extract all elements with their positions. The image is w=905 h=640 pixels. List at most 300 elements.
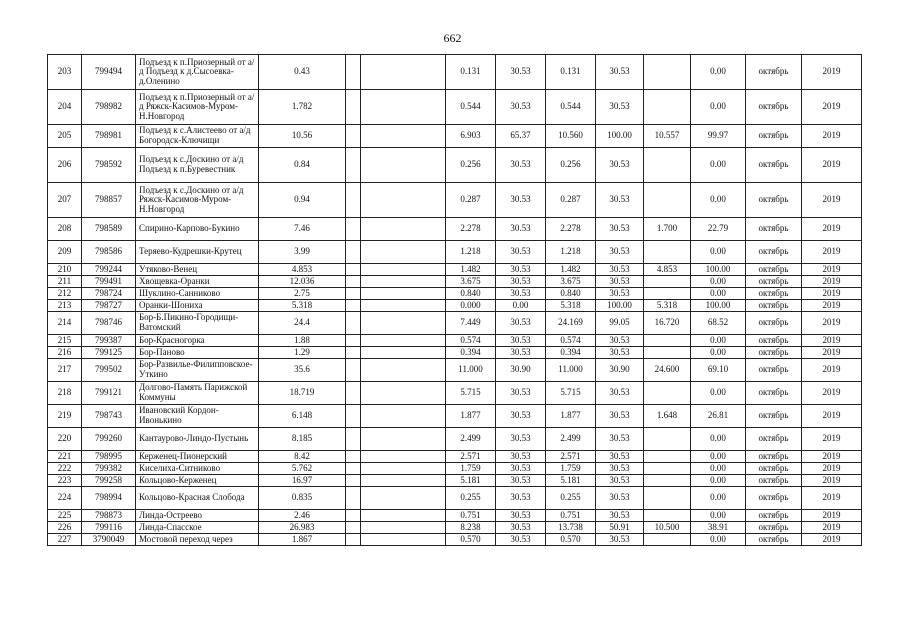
year-cell: 2019 [802,463,862,475]
road-name-cell: Линда-Остреево [136,510,259,522]
empty-cell-6 [361,475,446,487]
value-cell-9: 11.000 [546,359,596,382]
empty-cell-5 [346,300,361,312]
road-length-cell: 1.29 [259,347,346,359]
row-number-cell: 207 [48,183,82,218]
percent-cell-12: 100.00 [691,264,746,276]
value-cell-7: 1.482 [446,264,496,276]
percent-cell-8: 65.37 [496,125,546,148]
road-length-cell: 16.97 [259,475,346,487]
percent-cell-10: 99.05 [596,312,644,335]
percent-cell-10: 30.53 [596,463,644,475]
road-name-cell: Бор-Развилье-Филипповское-Уткино [136,359,259,382]
empty-cell-6 [361,148,446,183]
table-row [48,475,862,487]
value-cell-9: 13.738 [546,522,596,534]
empty-cell-5 [346,183,361,218]
road-length-cell: 0.94 [259,183,346,218]
value-cell-11 [644,347,691,359]
road-id-cell: 798981 [82,125,136,148]
road-length-cell: 5.318 [259,300,346,312]
value-cell-7: 0.131 [446,55,496,90]
road-length-cell: 0.84 [259,148,346,183]
month-cell: октябрь [746,463,802,475]
road-id-cell: 798746 [82,312,136,335]
value-cell-11: 4.853 [644,264,691,276]
percent-cell-8: 30.53 [496,475,546,487]
empty-cell-5 [346,288,361,300]
year-cell: 2019 [802,55,862,90]
value-cell-7: 5.181 [446,475,496,487]
percent-cell-10: 30.53 [596,487,644,510]
month-cell: октябрь [746,264,802,276]
value-cell-9: 0.131 [546,55,596,90]
percent-cell-8: 30.53 [496,487,546,510]
page-number: 662 [443,31,462,45]
percent-cell-12: 26.81 [691,405,746,428]
year-cell: 2019 [802,183,862,218]
road-name-cell: Подъезд к с.Доскино от а/д Ряжск-Касимов-Муром-Н.Новгород [136,183,259,218]
percent-cell-8: 30.53 [496,451,546,463]
percent-cell-12: 0.00 [691,335,746,347]
percent-cell-10: 100.00 [596,300,644,312]
value-cell-11: 5.318 [644,300,691,312]
road-length-cell: 3.99 [259,241,346,264]
percent-cell-10: 30.53 [596,183,644,218]
value-cell-7: 3.675 [446,276,496,288]
row-number-cell: 213 [48,300,82,312]
road-length-cell: 1.782 [259,90,346,125]
percent-cell-12: 0.00 [691,347,746,359]
value-cell-7: 0.256 [446,148,496,183]
percent-cell-12: 0.00 [691,183,746,218]
percent-cell-8: 30.53 [496,534,546,546]
month-cell: октябрь [746,347,802,359]
percent-cell-8: 30.53 [496,183,546,218]
percent-cell-10: 50.91 [596,522,644,534]
value-cell-7: 5.715 [446,382,496,405]
value-cell-7: 7.449 [446,312,496,335]
month-cell: октябрь [746,300,802,312]
empty-cell-6 [361,264,446,276]
road-name-cell: Линда-Спасское [136,522,259,534]
year-cell: 2019 [802,475,862,487]
road-name-cell: Оранки-Шониха [136,300,259,312]
row-number-cell: 223 [48,475,82,487]
empty-cell-6 [361,288,446,300]
year-cell: 2019 [802,522,862,534]
value-cell-9: 0.751 [546,510,596,522]
empty-cell-5 [346,487,361,510]
year-cell: 2019 [802,264,862,276]
road-length-cell: 8.185 [259,428,346,451]
empty-cell-6 [361,487,446,510]
year-cell: 2019 [802,241,862,264]
value-cell-11: 1.700 [644,218,691,241]
value-cell-11 [644,451,691,463]
value-cell-11 [644,148,691,183]
month-cell: октябрь [746,125,802,148]
percent-cell-8: 30.53 [496,382,546,405]
percent-cell-8: 30.53 [496,218,546,241]
percent-cell-12: 0.00 [691,463,746,475]
value-cell-7: 6.903 [446,125,496,148]
empty-cell-5 [346,534,361,546]
value-cell-11 [644,428,691,451]
percent-cell-10: 30.53 [596,241,644,264]
year-cell: 2019 [802,148,862,183]
value-cell-11 [644,463,691,475]
road-id-cell: 799116 [82,522,136,534]
value-cell-9: 0.840 [546,288,596,300]
road-length-cell: 8.42 [259,451,346,463]
value-cell-11 [644,534,691,546]
road-id-cell: 799121 [82,382,136,405]
road-name-cell: Керженец-Пионерский [136,451,259,463]
percent-cell-8: 30.53 [496,312,546,335]
value-cell-11 [644,276,691,288]
value-cell-11 [644,288,691,300]
road-name-cell: Подъезд к п.Приозерный от а/д Подъезд к д.Сысоевка-д.Оленино [136,55,259,90]
empty-cell-6 [361,428,446,451]
percent-cell-8: 30.90 [496,359,546,382]
empty-cell-6 [361,451,446,463]
value-cell-9: 0.287 [546,183,596,218]
row-number-cell: 208 [48,218,82,241]
row-number-cell: 222 [48,463,82,475]
row-number-cell: 221 [48,451,82,463]
empty-cell-6 [361,510,446,522]
year-cell: 2019 [802,300,862,312]
row-number-cell: 224 [48,487,82,510]
year-cell: 2019 [802,510,862,522]
percent-cell-10: 30.53 [596,534,644,546]
percent-cell-10: 30.53 [596,264,644,276]
percent-cell-8: 0.00 [496,300,546,312]
percent-cell-12: 22.79 [691,218,746,241]
value-cell-9: 0.544 [546,90,596,125]
table-row [48,55,862,90]
value-cell-9: 0.394 [546,347,596,359]
road-name-cell: Бор-Б.Пикино-Городищи-Ватомский [136,312,259,335]
table-row [48,522,862,534]
table-row [48,405,862,428]
month-cell: октябрь [746,55,802,90]
month-cell: октябрь [746,218,802,241]
percent-cell-8: 30.53 [496,264,546,276]
year-cell: 2019 [802,405,862,428]
empty-cell-5 [346,405,361,428]
year-cell: 2019 [802,288,862,300]
value-cell-7: 0.751 [446,510,496,522]
value-cell-7: 0.840 [446,288,496,300]
road-id-cell: 798727 [82,300,136,312]
percent-cell-12: 0.00 [691,428,746,451]
row-number-cell: 209 [48,241,82,264]
road-id-cell: 799125 [82,347,136,359]
value-cell-11 [644,382,691,405]
percent-cell-10: 30.53 [596,510,644,522]
percent-cell-8: 30.53 [496,148,546,183]
value-cell-11 [644,183,691,218]
month-cell: октябрь [746,487,802,510]
percent-cell-12: 68.52 [691,312,746,335]
road-id-cell: 799244 [82,264,136,276]
empty-cell-6 [361,125,446,148]
percent-cell-10: 30.53 [596,90,644,125]
value-cell-9: 1.877 [546,405,596,428]
value-cell-11: 24.600 [644,359,691,382]
empty-cell-6 [361,382,446,405]
road-id-cell: 799258 [82,475,136,487]
road-length-cell: 10.56 [259,125,346,148]
empty-cell-5 [346,359,361,382]
road-id-cell: 798995 [82,451,136,463]
value-cell-11 [644,487,691,510]
road-name-cell: Спирино-Карпово-Букино [136,218,259,241]
month-cell: октябрь [746,276,802,288]
road-name-cell: Утяково-Венец [136,264,259,276]
percent-cell-8: 30.53 [496,276,546,288]
value-cell-7: 0.287 [446,183,496,218]
empty-cell-6 [361,335,446,347]
empty-cell-6 [361,90,446,125]
month-cell: октябрь [746,451,802,463]
percent-cell-10: 30.53 [596,55,644,90]
value-cell-9: 1.218 [546,241,596,264]
percent-cell-10: 30.53 [596,405,644,428]
table-row [48,218,862,241]
percent-cell-12: 0.00 [691,475,746,487]
table-row [48,183,862,218]
road-name-cell: Киселиха-Ситниково [136,463,259,475]
empty-cell-5 [346,55,361,90]
value-cell-9: 0.255 [546,487,596,510]
road-name-cell: Теряево-Кудрешки-Крутец [136,241,259,264]
value-cell-7: 1.877 [446,405,496,428]
table-row [48,428,862,451]
value-cell-9: 0.574 [546,335,596,347]
year-cell: 2019 [802,451,862,463]
percent-cell-10: 30.53 [596,148,644,183]
year-cell: 2019 [802,335,862,347]
percent-cell-12: 69.10 [691,359,746,382]
empty-cell-5 [346,510,361,522]
percent-cell-10: 30.53 [596,451,644,463]
table-row [48,510,862,522]
road-name-cell: Бор-Паново [136,347,259,359]
percent-cell-12: 0.00 [691,487,746,510]
row-number-cell: 225 [48,510,82,522]
month-cell: октябрь [746,405,802,428]
road-id-cell: 799260 [82,428,136,451]
year-cell: 2019 [802,347,862,359]
percent-cell-8: 30.53 [496,335,546,347]
road-length-cell: 5.762 [259,463,346,475]
value-cell-7: 11.000 [446,359,496,382]
empty-cell-6 [361,241,446,264]
empty-cell-5 [346,428,361,451]
table-row [48,487,862,510]
empty-cell-6 [361,218,446,241]
year-cell: 2019 [802,428,862,451]
row-number-cell: 214 [48,312,82,335]
month-cell: октябрь [746,90,802,125]
road-length-cell: 2.75 [259,288,346,300]
value-cell-11 [644,90,691,125]
percent-cell-8: 30.53 [496,510,546,522]
row-number-cell: 218 [48,382,82,405]
value-cell-9: 5.318 [546,300,596,312]
percent-cell-12: 100.00 [691,300,746,312]
empty-cell-5 [346,463,361,475]
value-cell-7: 0.544 [446,90,496,125]
empty-cell-5 [346,148,361,183]
month-cell: октябрь [746,428,802,451]
month-cell: октябрь [746,288,802,300]
month-cell: октябрь [746,510,802,522]
empty-cell-6 [361,312,446,335]
year-cell: 2019 [802,90,862,125]
road-id-cell: 798743 [82,405,136,428]
month-cell: октябрь [746,522,802,534]
value-cell-9: 5.181 [546,475,596,487]
percent-cell-10: 30.90 [596,359,644,382]
year-cell: 2019 [802,382,862,405]
empty-cell-6 [361,522,446,534]
percent-cell-12: 0.00 [691,510,746,522]
road-name-cell: Кольцово-Красная Слобода [136,487,259,510]
month-cell: октябрь [746,312,802,335]
road-id-cell: 3790049 [82,534,136,546]
value-cell-9: 2.571 [546,451,596,463]
road-id-cell: 798994 [82,487,136,510]
percent-cell-10: 30.53 [596,382,644,405]
road-name-cell: Мостовой переход через [136,534,259,546]
month-cell: октябрь [746,335,802,347]
percent-cell-8: 30.53 [496,288,546,300]
empty-cell-5 [346,335,361,347]
percent-cell-10: 30.53 [596,347,644,359]
value-cell-7: 0.394 [446,347,496,359]
month-cell: октябрь [746,241,802,264]
value-cell-7: 0.000 [446,300,496,312]
table-row [48,451,862,463]
road-name-cell: Подъезд к с.Доскино от а/д Подъезд к п.Буревестник [136,148,259,183]
percent-cell-10: 100.00 [596,125,644,148]
empty-cell-6 [361,534,446,546]
value-cell-7: 1.759 [446,463,496,475]
road-name-cell: Долгово-Память Парижской Коммуны [136,382,259,405]
percent-cell-10: 30.53 [596,428,644,451]
empty-cell-6 [361,463,446,475]
value-cell-9: 2.499 [546,428,596,451]
percent-cell-8: 30.53 [496,522,546,534]
road-name-cell: Шуклино-Санниково [136,288,259,300]
road-id-cell: 799382 [82,463,136,475]
road-length-cell: 1.88 [259,335,346,347]
table-row [48,276,862,288]
month-cell: октябрь [746,183,802,218]
row-number-cell: 226 [48,522,82,534]
empty-cell-5 [346,276,361,288]
value-cell-11 [644,335,691,347]
road-name-cell: Подъезд к п.Приозерный от а/д Ряжск-Касимов-Муром-Н.Новгород [136,90,259,125]
road-id-cell: 799502 [82,359,136,382]
percent-cell-12: 0.00 [691,55,746,90]
value-cell-11 [644,510,691,522]
empty-cell-5 [346,451,361,463]
percent-cell-10: 30.53 [596,288,644,300]
percent-cell-12: 99.97 [691,125,746,148]
value-cell-11 [644,241,691,264]
row-number-cell: 220 [48,428,82,451]
roads-table [47,54,862,546]
year-cell: 2019 [802,276,862,288]
road-length-cell: 1.867 [259,534,346,546]
table-row [48,264,862,276]
percent-cell-8: 30.53 [496,428,546,451]
value-cell-7: 0.570 [446,534,496,546]
value-cell-11: 1.648 [644,405,691,428]
row-number-cell: 217 [48,359,82,382]
month-cell: октябрь [746,148,802,183]
value-cell-7: 2.278 [446,218,496,241]
table-row [48,148,862,183]
row-number-cell: 215 [48,335,82,347]
value-cell-11 [644,475,691,487]
road-id-cell: 798857 [82,183,136,218]
table-row [48,300,862,312]
percent-cell-8: 30.53 [496,241,546,264]
empty-cell-5 [346,264,361,276]
road-id-cell: 799491 [82,276,136,288]
road-length-cell: 7.46 [259,218,346,241]
year-cell: 2019 [802,312,862,335]
road-name-cell: Ивановский Кордон-Ивонькино [136,405,259,428]
percent-cell-8: 30.53 [496,347,546,359]
row-number-cell: 216 [48,347,82,359]
empty-cell-5 [346,382,361,405]
road-id-cell: 798873 [82,510,136,522]
road-name-cell: Хвощевка-Оранки [136,276,259,288]
month-cell: октябрь [746,359,802,382]
value-cell-9: 1.759 [546,463,596,475]
empty-cell-6 [361,405,446,428]
road-length-cell: 35.6 [259,359,346,382]
road-name-cell: Кольцово-Керженец [136,475,259,487]
row-number-cell: 205 [48,125,82,148]
road-length-cell: 18.719 [259,382,346,405]
table-row [48,335,862,347]
road-id-cell: 799387 [82,335,136,347]
year-cell: 2019 [802,534,862,546]
percent-cell-8: 30.53 [496,405,546,428]
value-cell-11: 10.500 [644,522,691,534]
empty-cell-5 [346,218,361,241]
percent-cell-12: 0.00 [691,241,746,264]
road-length-cell: 24.4 [259,312,346,335]
empty-cell-6 [361,276,446,288]
empty-cell-5 [346,90,361,125]
empty-cell-5 [346,125,361,148]
value-cell-7: 0.255 [446,487,496,510]
empty-cell-5 [346,241,361,264]
row-number-cell: 219 [48,405,82,428]
row-number-cell: 206 [48,148,82,183]
road-length-cell: 0.43 [259,55,346,90]
row-number-cell: 212 [48,288,82,300]
